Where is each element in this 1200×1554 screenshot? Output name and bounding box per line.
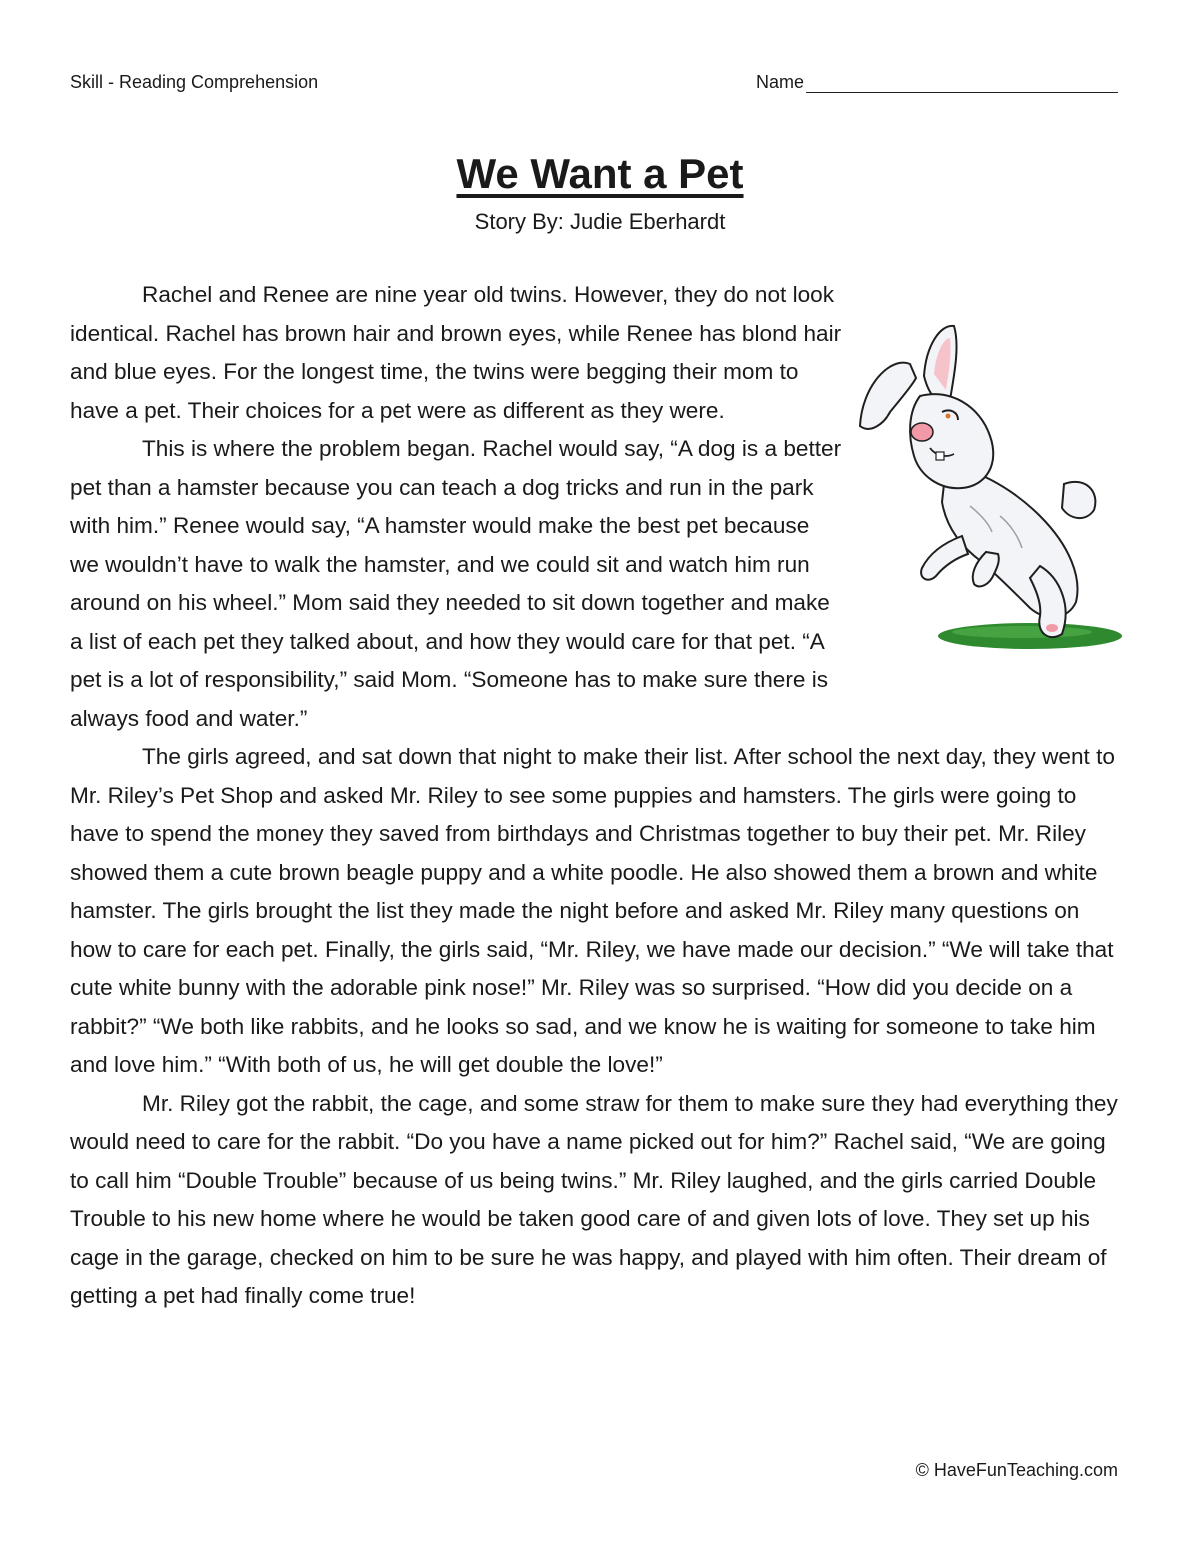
story-byline: Story By: Judie Eberhardt [474, 209, 726, 234]
page-title: We Want a Pet [456, 150, 744, 197]
story-paragraph-3: The girls agreed, and sat down that night to make their list. After school the next day, they went to Mr. Riley’s Pet Shop and asked Mr. Riley to see some puppies and hamsters. The girls were going to have to spend the money they saved from birthdays and Christmas together to buy their pet. Mr. Riley showed them a cute brown beagle puppy and a white poodle. He also showed them a brown and white hamster. The girls brought the list they made the night before and asked Mr. Riley many questions on how to care for each pet. Finally, the girls said, “Mr. Riley, we have made our decision.” “We will take that cute white bunny with the adorable pink nose!” Mr. Riley was so surprised. “How did you decide on a rabbit?” “We both like rabbits, and he looks so sad, and we know he is waiting for someone to take him and love him.” “With both of us, he will get double the love!” [70, 744, 1115, 1077]
story-paragraph-2: This is where the problem began. Rachel would say, “A dog is a better pet than a hamster because you can teach a dog tricks and run in the park with him.” Renee would say, “A hamster would make the best pet because we wouldn’t have to walk the hamster, and we could sit and watch him run around on his wheel.” Mom said they needed to sit down together and make a list of each pet they talked about, and how they would care for that pet. “A pet is a lot of responsibility,” said Mom. “Someone has to make sure there is always food and water.” [70, 436, 842, 731]
name-blank-line [806, 72, 1118, 93]
story-body [70, 276, 1122, 1316]
name-field [756, 72, 1118, 93]
copyright-footer: © HaveFunTeaching.com [915, 1460, 1118, 1480]
skill-label: Skill - Reading Comprehension [70, 72, 319, 92]
story-paragraph-4: Mr. Riley got the rabbit, the cage, and some straw for them to make sure they had everything they would need to care for the rabbit. “Do you have a name picked out for him?” Rachel said, “We are going to call him “Double Trouble” because of us being twins.” Mr. Riley laughed, and the girls carried Double Trouble to his new home where he would be taken good care of and given lots of love. They set up his cage in the garage, checked on him to be sure he was happy, and played with him often. Their dream of getting a pet had finally come true! [70, 1090, 1118, 1308]
rabbit-illustration [850, 316, 1122, 668]
rabbit-icon [850, 316, 1122, 668]
name-label: Name [756, 72, 805, 92]
story-paragraph-1: Rachel and Renee are nine year old twins. However, they do not look identical. Rachel has brown hair and brown eyes, while Renee has blond hair and blue eyes. For the longest time, the twins were begging their mom to have a pet. Their choices for a pet were as different as they were. [70, 282, 842, 423]
header-row [70, 72, 1120, 98]
